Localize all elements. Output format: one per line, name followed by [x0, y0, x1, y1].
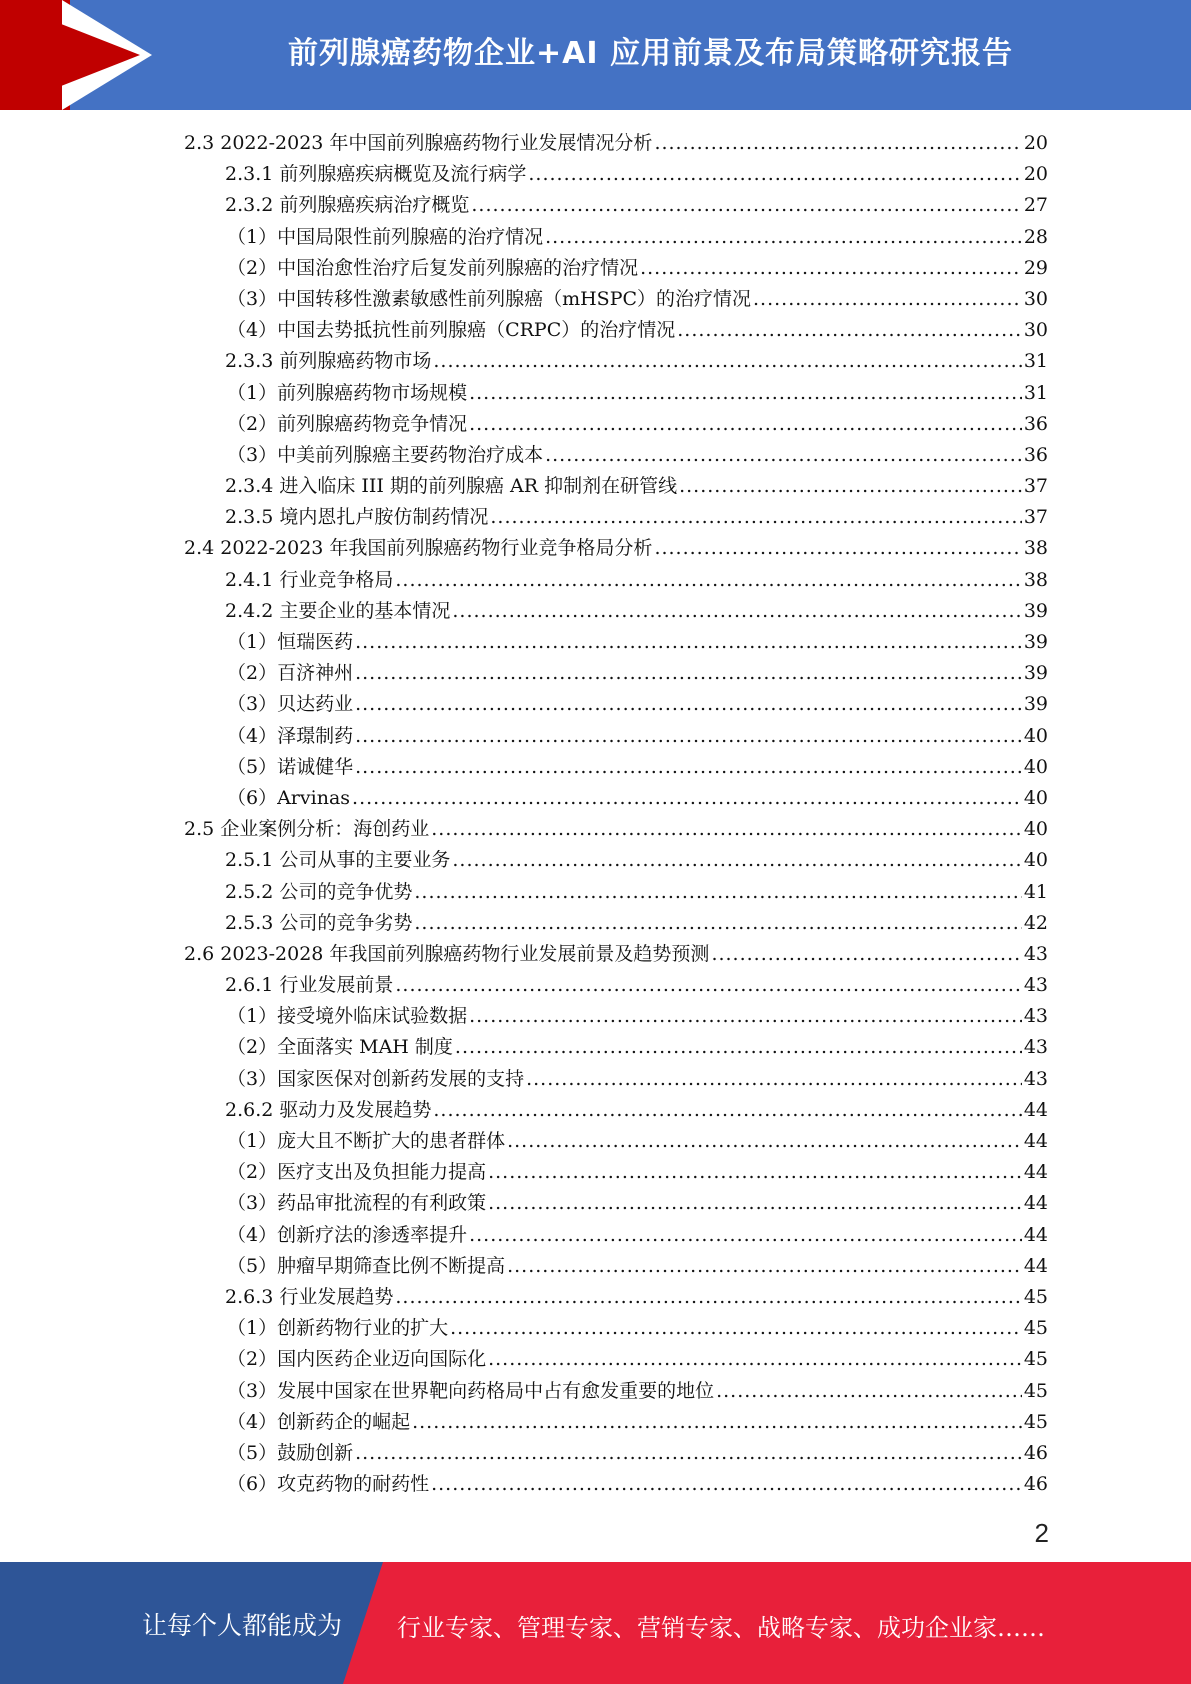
toc-entry[interactable] [184, 1032, 1048, 1063]
toc-entry-page: 30 [1023, 287, 1048, 310]
toc-entry[interactable] [184, 1282, 1048, 1313]
toc-entry-label: （2）百济神州 [227, 662, 354, 685]
toc-entry-label: （2）前列腺癌药物竞争情况 [227, 412, 468, 435]
toc-entry-label: （1）接受境外临床试验数据 [227, 1005, 468, 1028]
page-number: 2 [1034, 1518, 1049, 1548]
toc-entry-label: （4）创新药企的崛起 [227, 1410, 411, 1433]
toc-dot-leader [355, 689, 1022, 720]
toc-entry-page: 28 [1023, 225, 1048, 248]
toc-entry-page: 44 [1023, 1223, 1048, 1246]
toc-entry-page: 39 [1023, 631, 1048, 653]
report-title: 前列腺癌药物企业+AI 应用前景及布局策略研究报告 [288, 36, 1013, 71]
toc-dot-leader [450, 1313, 1022, 1344]
toc-dot-leader [654, 533, 1021, 564]
toc-entry-page: 40 [1023, 849, 1048, 872]
toc-entry[interactable] [184, 1313, 1048, 1344]
toc-entry-page: 44 [1023, 1161, 1048, 1184]
toc-dot-leader [469, 378, 1022, 409]
toc-entry-page: 39 [1023, 599, 1048, 622]
toc-entry-label: 2.5 企业案例分析：海创药业 [184, 818, 430, 841]
toc-entry-page: 46 [1023, 1473, 1048, 1496]
header-banner [0, 0, 1191, 110]
toc-entry-label: 2.6.3 行业发展趋势 [225, 1285, 394, 1308]
toc-entry[interactable] [184, 284, 1048, 315]
toc-entry-label: 2.6 2023-2028 年我国前列腺癌药物行业发展前景及趋势预测 [184, 942, 710, 965]
toc-dot-leader [507, 1126, 1022, 1157]
toc-entry-label: 2.4 2022-2023 年我国前列腺癌药物行业竞争格局分析 [184, 537, 653, 560]
toc-dot-leader [490, 502, 1021, 533]
toc-entry[interactable] [184, 1126, 1048, 1157]
toc-entry-label: 2.3.3 前列腺癌药物市场 [225, 350, 432, 373]
toc-entry[interactable] [184, 1157, 1048, 1188]
toc-entry-page: 36 [1023, 443, 1048, 466]
footer-banner [0, 1562, 1191, 1684]
toc-entry-page: 46 [1023, 1441, 1048, 1464]
toc-entry-page: 44 [1023, 1098, 1048, 1121]
toc-entry[interactable] [184, 440, 1048, 471]
toc-entry-label: （3）药品审批流程的有利政策 [227, 1192, 487, 1215]
footer-slogan-left: 让每个人都能成为 [142, 1611, 343, 1640]
toc-entry[interactable] [184, 1407, 1048, 1438]
toc-entry-label: （2）全面落实 MAH 制度 [227, 1036, 453, 1059]
toc-entry[interactable] [184, 253, 1048, 284]
toc-dot-leader [469, 1220, 1022, 1251]
toc-entry[interactable] [184, 502, 1048, 533]
toc-entry-page: 45 [1023, 1410, 1048, 1433]
toc-entry-label: 2.5.1 公司从事的主要业务 [225, 849, 451, 872]
toc-entry-page: 38 [1023, 537, 1048, 560]
toc-dot-leader [431, 814, 1022, 845]
toc-dot-leader [711, 939, 1021, 970]
toc-entry-label: 2.5.3 公司的竞争劣势 [225, 911, 413, 934]
toc-entry-page: 40 [1023, 786, 1048, 809]
toc-entry[interactable] [184, 1001, 1048, 1032]
toc-entry-label: （6）Arvinas [227, 786, 351, 809]
toc-dot-leader [654, 128, 1021, 159]
toc-entry[interactable] [184, 877, 1048, 908]
toc-entry-label: 2.4.1 行业竞争格局 [225, 568, 394, 591]
toc-entry-label: （3）国家医保对创新药发展的支持 [227, 1067, 525, 1090]
toc-entry-label: （3）发展中国家在世界靶向药格局中占有愈发重要的地位 [227, 1379, 715, 1402]
toc-entry-label: 2.6.1 行业发展前景 [225, 974, 394, 997]
toc-dot-leader [355, 721, 1022, 752]
toc-entry-label: （2）中国治愈性治疗后复发前列腺癌的治疗情况 [227, 256, 639, 279]
toc-entry-label: （1）中国局限性前列腺癌的治疗情况 [227, 225, 544, 248]
toc-entry-page: 42 [1023, 911, 1048, 934]
toc-entry-page: 39 [1023, 693, 1048, 716]
toc-entry-label: （3）贝达药业 [227, 693, 354, 716]
toc-entry[interactable] [184, 222, 1048, 253]
toc-entry[interactable] [184, 752, 1048, 783]
toc-entry[interactable] [184, 908, 1048, 939]
toc-entry-page: 40 [1023, 818, 1048, 841]
toc-entry-label: （3）中国转移性激素敏感性前列腺癌（mHSPC）的治疗情况 [227, 287, 752, 310]
toc-dot-leader [507, 1251, 1022, 1282]
toc-entry-page: 43 [1023, 974, 1048, 997]
toc-entry-label: 2.6.2 驱动力及发展趋势 [225, 1098, 432, 1121]
toc-entry[interactable] [184, 346, 1048, 377]
toc-dot-leader [640, 253, 1022, 284]
toc-dot-leader [488, 1188, 1022, 1219]
toc-entry[interactable] [184, 190, 1048, 221]
toc-entry[interactable] [184, 128, 1048, 159]
toc-dot-leader [433, 346, 1021, 377]
toc-entry[interactable] [184, 471, 1048, 502]
toc-entry-page: 29 [1023, 256, 1048, 279]
toc-dot-leader [545, 222, 1022, 253]
toc-entry[interactable] [184, 1469, 1048, 1500]
toc-entry[interactable] [184, 315, 1048, 346]
toc-entry[interactable] [184, 159, 1048, 190]
toc-entry-page: 31 [1023, 381, 1048, 404]
toc-entry-page: 44 [1023, 1254, 1048, 1277]
toc-entry-label: 2.5.2 公司的竞争优势 [225, 880, 413, 903]
toc-entry[interactable] [184, 627, 1048, 658]
toc-entry[interactable] [184, 721, 1048, 752]
toc-dot-leader [471, 190, 1021, 221]
toc-entry[interactable] [184, 689, 1048, 720]
toc-dot-leader [716, 1376, 1022, 1407]
toc-entry-label: （3）中美前列腺癌主要药物治疗成本 [227, 443, 544, 466]
toc-dot-leader [414, 908, 1021, 939]
toc-entry[interactable] [184, 845, 1048, 876]
toc-entry[interactable] [184, 1344, 1048, 1375]
toc-entry-label: 2.3 2022-2023 年中国前列腺癌药物行业发展情况分析 [184, 132, 653, 154]
toc-entry-label: （4）中国去势抵抗性前列腺癌（CRPC）的治疗情况 [227, 319, 676, 342]
toc-entry-page: 45 [1023, 1379, 1048, 1402]
toc-entry-page: 44 [1023, 1192, 1048, 1215]
toc-entry-label: （1）前列腺癌药物市场规模 [227, 381, 468, 404]
toc-entry-page: 43 [1023, 1036, 1048, 1059]
toc-dot-leader [469, 1001, 1022, 1032]
toc-entry[interactable] [184, 1376, 1048, 1407]
toc-entry[interactable] [184, 1438, 1048, 1469]
toc-entry-page: 44 [1023, 1130, 1048, 1152]
toc-dot-leader [352, 783, 1022, 814]
toc-entry-label: 2.3.2 前列腺癌疾病治疗概览 [225, 194, 470, 217]
toc-entry[interactable] [184, 1220, 1048, 1251]
toc-dot-leader [431, 1469, 1022, 1500]
toc-entry[interactable] [184, 939, 1048, 970]
toc-entry-page: 45 [1023, 1317, 1048, 1340]
toc-entry-label: 2.3.4 进入临床 III 期的前列腺癌 AR 抑制剂在研管线 [225, 475, 678, 498]
toc-entry-label: （5）肿瘤早期筛查比例不断提高 [227, 1254, 506, 1277]
toc-entry-label: （4）创新疗法的渗透率提升 [227, 1223, 468, 1246]
toc-entry-page: 37 [1023, 475, 1048, 498]
toc-dot-leader [433, 1095, 1021, 1126]
toc-entry-page: 20 [1023, 132, 1048, 154]
toc-dot-leader [545, 440, 1022, 471]
toc-entry-page: 43 [1023, 1005, 1048, 1028]
toc-dot-leader [753, 284, 1022, 315]
toc-entry-page: 27 [1023, 194, 1048, 217]
toc-entry[interactable] [184, 409, 1048, 440]
toc-entry-label: （5）鼓励创新 [227, 1441, 354, 1464]
toc-dot-leader [679, 471, 1022, 502]
toc-entry-page: 30 [1023, 319, 1048, 342]
toc-dot-leader [355, 658, 1022, 689]
toc-entry[interactable] [184, 1188, 1048, 1219]
toc-entry-label: （5）诺诚健华 [227, 755, 354, 778]
toc-entry[interactable] [184, 814, 1048, 845]
toc-entry[interactable] [184, 658, 1048, 689]
toc-dot-leader [528, 159, 1021, 190]
toc-dot-leader [395, 970, 1021, 1001]
toc-entry-page: 38 [1023, 568, 1048, 591]
toc-dot-leader [452, 845, 1021, 876]
toc-entry-page: 45 [1023, 1285, 1048, 1308]
toc-entry-label: （4）泽璟制药 [227, 724, 354, 747]
toc-entry-page: 39 [1023, 662, 1048, 685]
toc-dot-leader [355, 1438, 1022, 1469]
toc-entry-page: 31 [1023, 350, 1048, 373]
toc-dot-leader [395, 1282, 1021, 1313]
toc-entry-page: 43 [1023, 942, 1048, 965]
toc-entry[interactable] [184, 378, 1048, 409]
toc-dot-leader [395, 565, 1021, 596]
toc-dot-leader [469, 409, 1022, 440]
toc-dot-leader [452, 596, 1021, 627]
toc-entry[interactable] [184, 565, 1048, 596]
toc-entry-page: 43 [1023, 1067, 1048, 1090]
toc-dot-leader [455, 1032, 1022, 1063]
toc-entry[interactable] [184, 533, 1048, 564]
toc-entry-label: 2.3.1 前列腺癌疾病概览及流行病学 [225, 163, 527, 186]
toc-entry-label: （2）国内医药企业迈向国际化 [227, 1348, 487, 1371]
footer-slogan-right: 行业专家、管理专家、营销专家、战略专家、成功企业家…… [397, 1614, 1045, 1642]
toc-dot-leader [355, 752, 1022, 783]
toc-entry-label: 2.3.5 境内恩扎卢胺仿制药情况 [225, 506, 489, 529]
toc-entry-page: 45 [1023, 1348, 1048, 1371]
toc-dot-leader [526, 1064, 1022, 1095]
toc-entry[interactable] [184, 783, 1048, 814]
toc-dot-leader [412, 1407, 1022, 1438]
toc-dot-leader [677, 315, 1022, 346]
toc-entry-label: （2）医疗支出及负担能力提高 [227, 1161, 487, 1184]
toc-dot-leader [414, 877, 1021, 908]
toc-dot-leader [355, 627, 1022, 658]
toc-dot-leader [488, 1344, 1022, 1375]
toc-dot-leader [488, 1157, 1022, 1188]
header-red-chevron [0, 0, 140, 110]
toc-entry[interactable] [184, 1064, 1048, 1095]
toc-entry-page: 40 [1023, 724, 1048, 747]
toc-entry[interactable] [184, 1251, 1048, 1282]
table-of-contents [184, 128, 1048, 1500]
toc-entry-page: 41 [1023, 880, 1048, 903]
toc-entry-page: 36 [1023, 412, 1048, 435]
toc-entry-page: 37 [1023, 506, 1048, 529]
toc-entry-label: （1）恒瑞医药 [227, 631, 354, 653]
toc-entry-label: （1）庞大且不断扩大的患者群体 [227, 1130, 506, 1152]
toc-entry-page: 40 [1023, 755, 1048, 778]
toc-entry[interactable] [184, 596, 1048, 627]
toc-entry-label: （1）创新药物行业的扩大 [227, 1317, 449, 1340]
toc-entry[interactable] [184, 970, 1048, 1001]
toc-entry-label: 2.4.2 主要企业的基本情况 [225, 599, 451, 622]
toc-entry[interactable] [184, 1095, 1048, 1126]
toc-entry-page: 20 [1023, 163, 1048, 186]
toc-entry-label: （6）攻克药物的耐药性 [227, 1473, 430, 1496]
